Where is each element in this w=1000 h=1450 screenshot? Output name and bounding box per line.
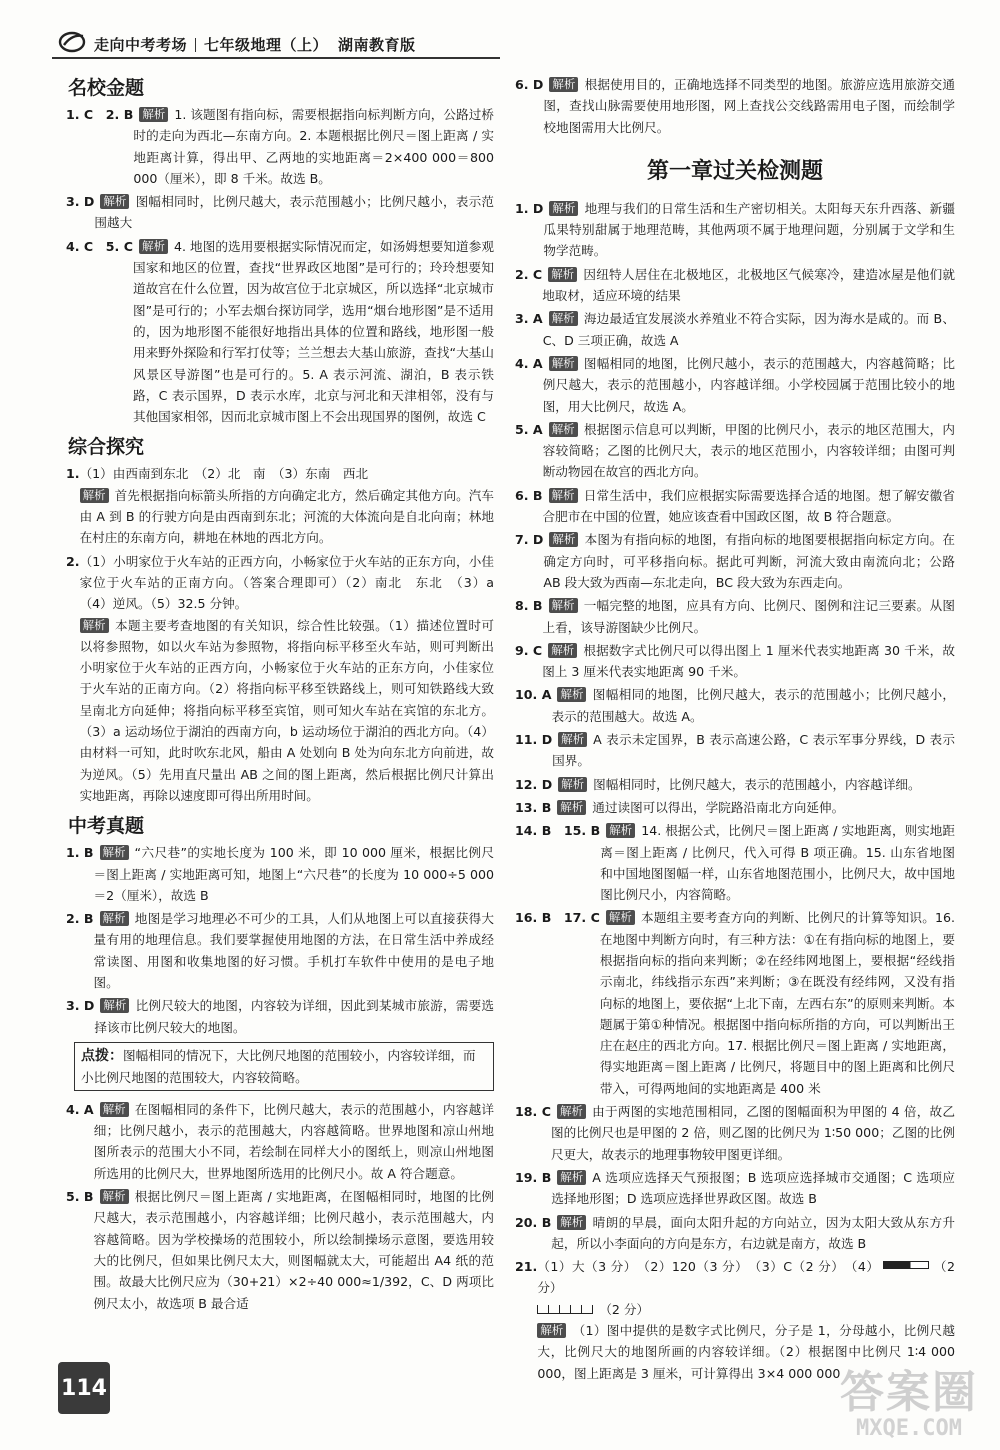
analysis-text: 本题组主要考查方向的判断、比例尺的计算等知识。16. 在地图中判断方向时，有三种方法：①在有指向标的地图上，要根据指向标的指向来判断；②在经纬网地图上，要根据“经线指示南北，纬线指示东西”来判断；③在既没有经纬网，又没有指向标的地图上，要依据“上北下南，左西右东”的原则来判断。本题属于第①种情况。根据图中指向标所指的方向，可以判断出王庄在赵庄的西北方向。17. 根据比例尺＝图上距离 / 实地距离，得实地距离＝图上距离 / 比例尺，将题目中的图上距离和比例尺带入，可得两地间的实地距离是 400 米 (599, 910, 955, 1096)
score-text: （2 分） (537, 1259, 955, 1296)
answer-item (515, 797, 955, 818)
answer-body (552, 729, 955, 772)
answer-list (66, 842, 494, 1038)
answer-item (66, 191, 494, 234)
analysis-text: 图幅相同的地图，比例尺越大，表示的范围越小；比例尺越小，表示的范围越大。故选 A。 (551, 687, 955, 724)
answer-body (551, 1101, 955, 1165)
line-scale-icon (537, 1305, 593, 1314)
chapter-title: 第一章过关检测题 (646, 158, 823, 184)
answer-item (515, 74, 955, 138)
analysis-tag: 解析 (549, 488, 578, 503)
header-rule (52, 57, 500, 59)
answer-number: 19. B (515, 1169, 552, 1185)
answer-item (66, 463, 494, 548)
analysis-tag: 解析 (549, 356, 578, 371)
analysis-tag: 解析 (548, 643, 577, 658)
analysis-text: 图幅相同的地图，比例尺越小，表示的范围越大，内容越简略；比例尺越大，表示的范围越小，内容越详细。小学校园属于范围比较小的地图，用大比例尺，故选 A。 (542, 355, 955, 414)
answer-number: 20. B (515, 1214, 552, 1230)
analysis-tag: 解析 (558, 732, 587, 747)
answer-number: 6. D (515, 77, 544, 92)
tip-box (74, 1042, 494, 1091)
analysis-text: 图幅相同时，比例尺越大，表示范围越小；比例尺越小，表示范围越大 (94, 194, 494, 231)
section-title: 名校金题 (68, 77, 145, 99)
answer-body (600, 907, 955, 1099)
answer-item (515, 640, 955, 683)
analysis-tag: 解析 (549, 422, 578, 437)
answer-number: 18. C (515, 1104, 551, 1120)
analysis-tag: 解析 (549, 311, 578, 326)
analysis-tag: 解析 (100, 1102, 129, 1117)
analysis-tag: 解析 (557, 1104, 586, 1119)
answer-number: 1. B (66, 845, 94, 861)
answer-number: 6. B (515, 487, 543, 503)
analysis-text: 根据数字式比例尺可以得出图上 1 厘米代表实地距离 30 千米，故图上 3 厘米代表实地距离 90 千米。 (542, 642, 955, 680)
answer-number: 3. D (66, 194, 95, 210)
analysis-tag: 解析 (557, 800, 586, 815)
tip-label: 点拨： (81, 1047, 123, 1064)
answer-number: 4. A (515, 355, 543, 371)
answer-item (515, 529, 955, 593)
answer-list (515, 198, 955, 1254)
analysis-tag: 解析 (549, 532, 578, 547)
answer-body (94, 908, 494, 993)
analysis-tag: 解析 (557, 687, 586, 702)
answer-number: 13. B (515, 799, 552, 815)
answer-body (551, 797, 955, 818)
answer-number: 1. (66, 466, 80, 482)
tip-text: 图幅相同的情况下，大比例尺地图的范围较小，内容较详细，而小比例尺地图的范围较大，内容较简略。 (81, 1047, 476, 1085)
analysis-text: 根据使用目的，正确地选择不同类型的地图。旅游应选用旅游交通图，查找山脉需要使用地形图，网上查找公交线路需用电子图，而绘制学校地图需用大比例尺。 (543, 77, 955, 135)
answer-body (80, 463, 494, 548)
answer-item (66, 995, 494, 1038)
analysis-text: 日常生活中，我们应根据实际需要选择合适的地图。想了解安徽省合肥市在中国的位置，她应该查看中国政区图，故 B 符合题意。 (542, 487, 955, 525)
section-title: 中考真题 (68, 815, 145, 838)
answer-body (94, 191, 494, 234)
answer-number: 2. (66, 553, 80, 569)
answer-body (543, 74, 955, 138)
analysis-tag: 解析 (557, 1215, 586, 1230)
answer-body (543, 308, 955, 351)
watermark-logo: 答案圈 (840, 1367, 978, 1418)
header-text (94, 34, 416, 55)
analysis-text: 本题主要考查地图的有关知识，综合性比较强。（1）描述位置时可以将参照物，如以火车站为参照物，将指向标平移至火车站，则可判断出小明家位于火车站的正西方向，小畅家位于火车站的正东方向，小佳家位于火车站的正南方向。（2）将指向标平移至铁路线上，则可知铁路线大致呈南北方向延伸；将指向标平移至宾馆，则可知火车站在宾馆的东北方。（3）a 运动场位于湖泊的西南方向，b 运动场位于湖泊的西北方向。（4）由材料一可知，此时吹东北风，船由 A 处划向 B 处为向东北方向前进，故为逆风。（5）先用直尺量出 AB 之间的图上距离，然后根据比例尺计算出实地距离，再除以速度即可得出所用时间。 (79, 617, 494, 803)
answer-body (94, 1099, 494, 1184)
answer-body (551, 1167, 955, 1210)
answer-body (551, 1212, 955, 1255)
score-text: （2 分） (599, 1301, 650, 1317)
answer-number: 4. C 5. C (66, 238, 133, 254)
left-column (66, 74, 507, 1316)
analysis-text: 地图是学习地理必不可少的工具，人们从地图上可以直接获得大量有用的地理信息。我们要掌握使用地图的方法，在日常生活中养成经常读图、用图和收集地图的好习惯。手机打车软件中使用的是电子地图。 (93, 911, 494, 990)
answer-body (133, 104, 494, 189)
answer-body (94, 995, 494, 1038)
answer-number: 16. B 17. C (515, 910, 600, 926)
analysis-tag: 解析 (100, 1189, 129, 1204)
analysis-tag: 解析 (139, 239, 168, 254)
answer-item (66, 104, 494, 189)
answer-item (66, 908, 494, 993)
analysis-text: “六尺巷”的实地长度为 100 米，即 10 000 厘米，根据比例尺＝图上距离 / 实地距离可知，地图上“六尺巷”的长度为 10 000÷5 000＝2（厘米），故选 B (93, 845, 494, 903)
page-number: 114 (58, 1362, 110, 1414)
analysis-tag: 解析 (606, 910, 635, 925)
scale-bar-icon (883, 1261, 929, 1269)
answer-body (542, 640, 955, 683)
analysis-tag: 解析 (537, 1323, 566, 1338)
answer-number: 9. C (515, 642, 543, 658)
subject-name: 七年级地理（上） (204, 36, 329, 54)
section-title: 综合探究 (68, 436, 145, 459)
answer-body (543, 485, 955, 528)
analysis-text: 晴朗的早晨，面向太阳升起的方向站立，因为太阳大致从东方升起，所以小李面向的方向是东方，右边就是南方，故选 B (551, 1214, 955, 1251)
answer-item (515, 729, 955, 772)
analysis-text: 本图为有指向标的地图，有指向标的地图要根据指向标定方向。在确定方向时，可平移指向标。据此可判断，河流大致由南流向北；公路 AB 段大致为西南—东北走向，BC 段大致为东西走向。 (543, 532, 955, 590)
book-logo-icon (58, 30, 88, 54)
answer-body (133, 236, 494, 428)
answer-item (66, 551, 507, 807)
answer-item (515, 485, 955, 528)
answer-body (543, 353, 955, 417)
watermark-url: MXQE.COM (856, 1416, 962, 1441)
answer-number: 7. D (515, 532, 544, 548)
answer-number: 11. D (515, 732, 553, 748)
answer-number: 21. (515, 1259, 538, 1275)
analysis-text: A 选项应选择天气预报图；B 选项应选择城市交通图；C 选项应选择地形图；D 选项应选择世界政区图。故选 B (551, 1169, 955, 1207)
answer-text: （1）小明家位于火车站的正西方向，小畅家位于火车站的正东方向，小佳家位于火车站的正南方向。（答案合理即可）（2）南北 东北 （3）a （4）逆风。（5）32.5 分钟。 (79, 553, 507, 612)
analysis-tag: 解析 (549, 77, 578, 92)
answer-item (515, 419, 955, 483)
analysis-text: 因纽特人居住在北极地区，北极地区气候寒冷，建造冰屋是他们就地取材，适应环境的结果 (542, 266, 955, 304)
analysis-tag: 解析 (558, 777, 587, 792)
brand-name: 走向中考考场 (94, 36, 188, 54)
analysis-text: 通过读图可以得出，学院路沿南北方向延伸。 (592, 799, 845, 815)
answer-number: 4. A (66, 1101, 94, 1117)
answer-item (515, 198, 955, 262)
answer-number: 8. B (515, 598, 543, 614)
analysis-tag: 解析 (139, 107, 168, 122)
analysis-text: 根据图示信息可以判断，甲图的比例尺小，表示的地区范围大，内容较简略；乙图的比例尺大，表示的地区范围小，内容较详细；由图可判断动物园在故宫的西北方向。 (542, 421, 955, 480)
analysis-text: 根据比例尺＝图上距离 / 实地距离，在图幅相同时，地图的比例尺越大，表示范围越小，内容越详细；比例尺越小，表示范围越大，内容越简略。因为学校操场的范围较小，所以绘制操场示意图，要选用较大的比例尺，但如果比例尺太大，则图幅就太大，可能超出 A4 纸的范围。故最大比例尺应为（30+21）×2÷40 000≈1/392，C、D 两项比例尺太小，故选项 B 最合适 (93, 1189, 494, 1311)
analysis-tag: 解析 (80, 618, 109, 633)
answer-list (66, 1099, 494, 1314)
answer-body (543, 198, 955, 262)
analysis-text: 在图幅相同的条件下，比例尺越大，表示的范围越小，内容越详细；比例尺越小，表示的范围越大，内容越简略。世界地图和凉山州地图所表示的范围大小不同，若绘制在同样大小的图纸上，则凉山州地图所选用的比例尺大，世界地图所选用的比例尺小。故 A 符合题意。 (93, 1101, 494, 1181)
answer-body (600, 820, 955, 905)
answer-item (515, 595, 955, 638)
answer-body (542, 264, 955, 307)
answer-item (515, 1167, 955, 1210)
answer-item (515, 264, 955, 307)
answer-item (66, 236, 494, 428)
edition-name: 湖南教育版 (338, 36, 416, 54)
right-column (515, 74, 955, 1386)
answer-item (515, 907, 955, 1099)
analysis-text: 比例尺较大的地图，内容较为详细，因此到某城市旅游，需要选择该市比例尺较大的地图。 (94, 998, 494, 1035)
analysis-text: 首先根据指向标箭头所指的方向确定北方，然后确定其他方向。汽车由 A 到 B 的行驶方向是由西南到东北；河流的大体流向是自北向南；林地在村庄的东南方向，耕地在林地的西北方向。 (79, 487, 494, 546)
analysis-text: 海边最适宜发展淡水养殖业不符合实际，因为海水是咸的。而 B、C、D 三项正确，故选 A (542, 311, 955, 348)
answer-list (66, 104, 494, 427)
answer-number: 1. D (515, 200, 544, 216)
answer-item (515, 1212, 955, 1255)
analysis-tag: 解析 (549, 598, 578, 613)
answer-text: （1）大（3 分） （2）120（3 分） （3）C（2 分） （4） (537, 1259, 880, 1275)
analysis-text: 由于两图的实地范围相同，乙图的图幅面积为甲图的 4 倍，故乙图的比例尺也是甲图的 2 倍，则乙图的比例尺为 1∶50 000；乙图的比例尺更大，故表示的地理事物较甲图更详细。 (550, 1104, 955, 1162)
analysis-tag: 解析 (549, 201, 578, 216)
analysis-tag: 解析 (100, 845, 129, 860)
analysis-tag: 解析 (100, 998, 129, 1013)
answer-list (515, 74, 955, 138)
answer-item (66, 842, 494, 906)
answer-item (515, 820, 955, 905)
answer-number: 14. B 15. B (515, 823, 601, 839)
analysis-text: 一幅完整的地图，应具有方向、比例尺、图例和注记三要素。从图上看，该导游图缺少比例尺。 (542, 598, 955, 635)
analysis-tag: 解析 (606, 823, 635, 838)
answer-number: 2. B (66, 911, 94, 927)
answer-item (515, 308, 955, 351)
analysis-tag: 解析 (100, 194, 129, 209)
answer-body (79, 551, 507, 807)
analysis-text: 1. 该题图有指向标，需要根据指向标判断方向，公路过桥时的走向为西北—东南方向。2. 本题根据比例尺＝图上距离 / 实地距离计算，得出甲、乙两地的实地距离＝2×400 000＝800 000（厘米），即 8 千米。故选 B。 (133, 107, 494, 186)
answer-number: 12. D (515, 776, 553, 792)
answer-body (552, 774, 955, 795)
analysis-text: 地理与我们的日常生活和生产密切相关。太阳每天东升西落、新疆瓜果特别甜属于地理范畴，其他两项不属于地理问题，分别属于文学和生物学范畴。 (543, 200, 955, 259)
analysis-tag: 解析 (557, 1170, 586, 1185)
analysis-tag: 解析 (80, 488, 109, 503)
answer-number: 1. C 2. B (66, 107, 134, 122)
analysis-tag: 解析 (548, 267, 577, 282)
analysis-text: A 表示未定国界，B 表示高速公路，C 表示军事分界线，D 表示国界。 (552, 732, 955, 769)
answer-item (515, 353, 955, 417)
answer-number: 5. A (515, 421, 543, 437)
answer-body (543, 529, 955, 593)
answer-item (515, 1101, 955, 1165)
analysis-text: （1）图中提供的是数字式比例尺，分子是 1，分母越小，比例尺越大，比例尺大的地图所画的内容较详细。（2）根据图中比例尺 1∶4 000 000，图上距离是 3 厘米，可计算得出 3×4 000 000 (537, 1323, 955, 1381)
answer-item (515, 774, 955, 795)
answer-item (66, 1186, 494, 1314)
answer-number: 10. A (515, 687, 552, 703)
analysis-text: 4. 地图的选用要根据实际情况而定，如汤姆想要知道参观国家和地区的位置，查找“世界政区地图”是可行的；玲玲想要知道故宫在什么位置，因为故宫位于北京城区，所以选择“北京城市图”是可行的；小军去烟台探访同学，选用“烟台地形图”是不适用的，因为地形图不能很好地指出具体的位置和路线，地形图一般用来野外探险和行军打仗等；兰兰想去大基山旅游，查找“大基山风景区导游图”也是可行的。5. A 表示河流、湖泊，B 表示铁路，C 表示国界，D 表示水库，北京与河北和天津相邻，没有与其他国家相邻，因而北京城市图上不会出现国界的图例，故选 C (132, 238, 494, 425)
answer-item (515, 684, 955, 727)
answer-number: 5. B (66, 1189, 94, 1205)
answer-body (551, 684, 955, 727)
answer-body (94, 1186, 494, 1314)
answer-body (543, 419, 955, 483)
answer-body (543, 595, 955, 638)
answer-number: 2. C (515, 266, 543, 282)
analysis-text: 图幅相同时，比例尺越大，表示的范围越小，内容越详细。 (593, 776, 921, 792)
answer-item (66, 1099, 494, 1184)
page-header (0, 0, 1000, 58)
answer-body (94, 842, 494, 906)
answer-number: 3. D (66, 998, 95, 1014)
analysis-tag: 解析 (100, 911, 129, 926)
analysis-text: 14. 根据公式，比例尺＝图上距离 / 实地距离，则实地距离＝图上距离 / 比例尺，代入可得 B 项正确。15. 山东省地图和中国地图图幅一样，山东省地图范围小，比例尺大，故中国地图比例尺小，内容简略。 (600, 823, 955, 903)
answer-text: （1）由西南到东北 （2）北 南 （3）东南 西北 (79, 466, 369, 482)
answer-number: 3. A (515, 311, 543, 327)
watermark (840, 1356, 988, 1446)
